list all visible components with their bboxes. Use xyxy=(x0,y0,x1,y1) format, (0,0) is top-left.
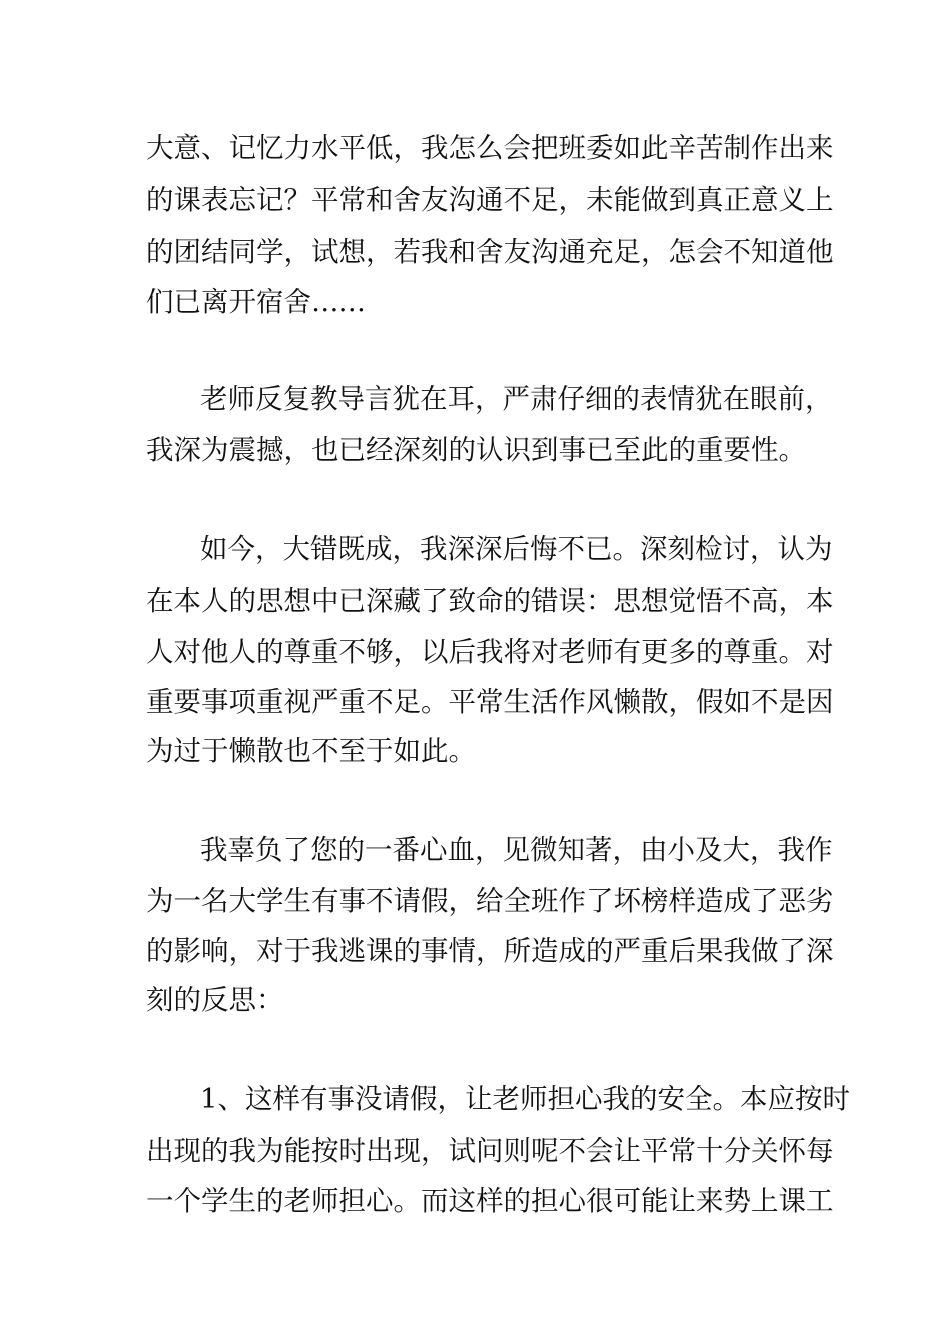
paragraph-3-line-5: 为过于懒散也不至于如此。 xyxy=(146,735,476,767)
paragraph-4-line-2: 为一名大学生有事不请假，给全班作了坏榜样造成了恶劣 xyxy=(146,885,834,917)
paragraph-1-line-3: 的团结同学，试想，若我和舍友沟通充足，怎会不知道他 xyxy=(146,236,834,268)
paragraph-2-line-1: 老师反复教导言犹在耳，严肃仔细的表情犹在眼前， xyxy=(200,383,833,415)
paragraph-3-line-2: 在本人的思想中已深藏了致命的错误：思想觉悟不高，本 xyxy=(146,585,834,617)
paragraph-4-line-1: 我辜负了您的一番心血，见微知著，由小及大，我作 xyxy=(200,834,833,866)
paragraph-4-line-4: 刻的反思： xyxy=(146,984,284,1016)
paragraph-4-line-3: 的影响，对于我逃课的事情，所造成的严重后果我做了深 xyxy=(146,935,834,967)
paragraph-5-line-3: 一个学生的老师担心。而这样的担心很可能让来势上课工 xyxy=(146,1185,834,1217)
paragraph-3-line-4: 重要事项重视严重不足。平常生活作风懒散，假如不是因 xyxy=(146,686,834,718)
paragraph-1-line-2: 的课表忘记？平常和舍友沟通不足，未能做到真正意义上 xyxy=(146,184,834,216)
paragraph-5-line-2: 出现的我为能按时出现，试问则呢不会让平常十分关怀每 xyxy=(146,1135,834,1167)
paragraph-1-line-4: 们已离开宿舍…… xyxy=(146,286,366,318)
paragraph-3-line-3: 人对他人的尊重不够，以后我将对老师有更多的尊重。对 xyxy=(146,636,834,668)
paragraph-1-line-1: 大意、记忆力水平低，我怎么会把班委如此辛苦制作出来 xyxy=(146,132,834,164)
paragraph-5-line-1: 1、这样有事没请假，让老师担心我的安全。本应按时 xyxy=(200,1083,850,1115)
paragraph-3-line-1: 如今，大错既成，我深深后悔不已。深刻检讨，认为 xyxy=(200,533,833,565)
paragraph-2-line-2: 我深为震撼，也已经深刻的认识到事已至此的重要性。 xyxy=(146,434,806,466)
